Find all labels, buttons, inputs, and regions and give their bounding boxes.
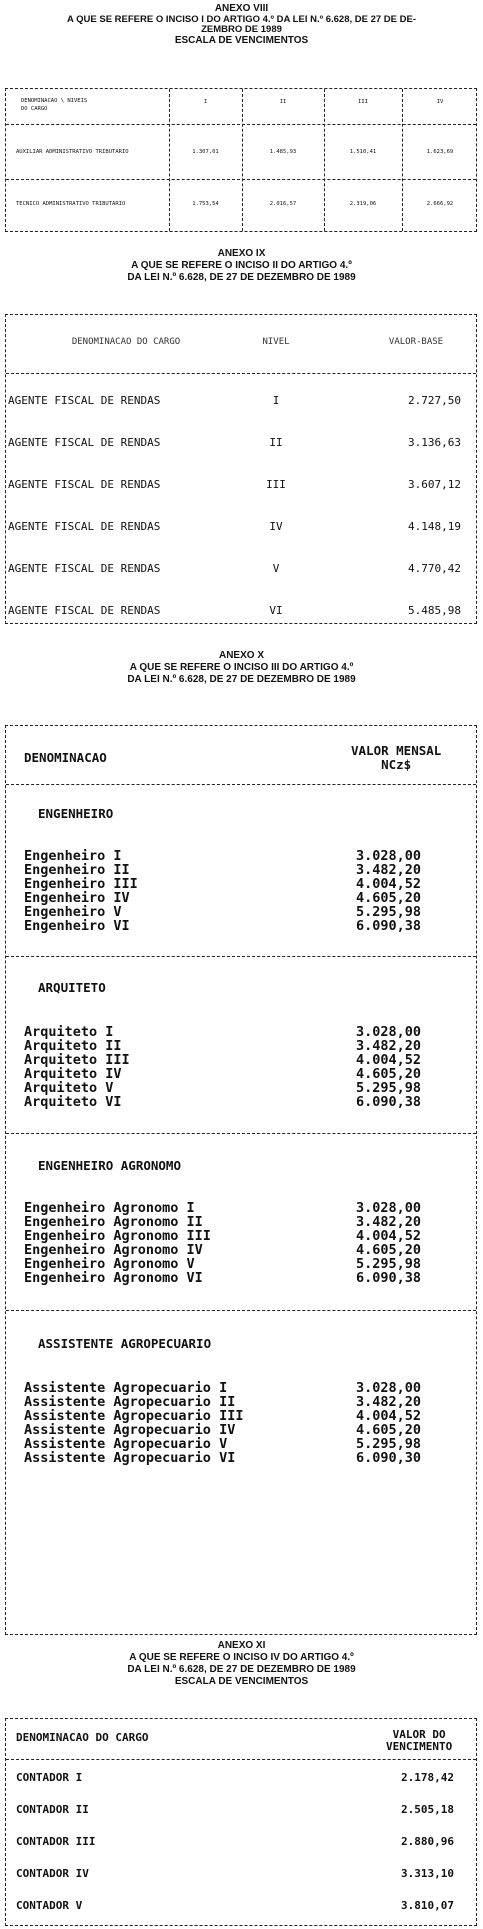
anexo-x-item-cargo: Engenheiro III — [24, 876, 138, 892]
anexo-x-item-valor: 4.605,20 — [356, 1422, 422, 1438]
anexo-ix-header-cargo: DENOMINACAO DO CARGO — [71, 337, 181, 347]
anexo-x-item-cargo: Assistente Agropecuario I — [24, 1380, 228, 1396]
anexo-x-item-valor: 4.004,52 — [356, 1408, 422, 1424]
anexo-x-item-valor: 6.090,38 — [356, 1270, 422, 1286]
anexo-ix-row-nivel: V — [272, 562, 280, 575]
anexo-viii-title: ANEXO VIII — [214, 3, 269, 14]
anexo-ix-header-valor: VALOR-BASE — [388, 337, 444, 347]
anexo-xi-row-cargo: CONTADOR IV — [16, 1867, 89, 1880]
anexo-x-header-denominacao: DENOMINACAO — [24, 750, 107, 765]
anexo-x-item-valor: 5.295,98 — [356, 904, 422, 920]
anexo-x-item-valor: 5.295,98 — [356, 1080, 422, 1096]
anexo-x-item-cargo: Assistente Agropecuario IV — [24, 1422, 236, 1438]
anexo-ix-row-valor: 2.727,50 — [408, 394, 461, 407]
anexo-x-item-cargo: Arquiteto II — [24, 1038, 122, 1054]
anexo-x-item-cargo: Arquiteto I — [24, 1024, 114, 1040]
anexo-x-item-cargo: Engenheiro I — [24, 848, 122, 864]
anexo-ix-row-cargo: AGENTE FISCAL DE RENDAS — [8, 520, 161, 533]
anexo-x-item-valor: 4.605,20 — [356, 1066, 422, 1082]
anexo-x-item-cargo: Engenheiro Agronomo VI — [24, 1270, 203, 1286]
anexo-x-item-cargo: Arquiteto V — [24, 1080, 114, 1096]
anexo-x-item-cargo: Arquiteto VI — [24, 1094, 122, 1110]
anexo-x-item-cargo: Engenheiro Agronomo II — [24, 1214, 203, 1230]
anexo-x-item-valor: 3.028,00 — [356, 1200, 422, 1216]
anexo-xi-row-valor: 2.178,42 — [401, 1771, 454, 1784]
anexo-xi-row-valor: 3.810,07 — [401, 1899, 454, 1912]
anexo-x-item-cargo: Engenheiro IV — [24, 890, 130, 906]
anexo-viii-caption: ESCALA DE VENCIMENTOS — [174, 35, 309, 46]
anexo-viii-row-value: 1.510,41 — [349, 149, 377, 155]
anexo-x-item-valor: 4.004,52 — [356, 1228, 422, 1244]
anexo-xi-row-cargo: CONTADOR V — [16, 1899, 83, 1912]
anexo-ix-row-nivel: IV — [269, 520, 283, 533]
anexo-viii-level-header: I — [203, 99, 208, 105]
anexo-viii-row-value: 2.666,92 — [426, 201, 454, 207]
anexo-viii-row-value: 1.623,69 — [426, 149, 454, 155]
anexo-xi-row-cargo: CONTADOR III — [16, 1835, 96, 1848]
anexo-xi-row-cargo: CONTADOR II — [16, 1803, 89, 1816]
anexo-x-item-cargo: Assistente Agropecuario II — [24, 1394, 236, 1410]
anexo-ix-table — [5, 314, 477, 624]
anexo-xi-header-cargo: DENOMINACAO DO CARGO — [16, 1731, 149, 1744]
anexo-viii-row-cargo: TECNICO ADMINISTRATIVO TRIBUTARIO — [16, 201, 126, 207]
anexo-x-item-cargo: Engenheiro Agronomo IV — [24, 1242, 203, 1258]
anexo-viii-header-cargo: DENOMINACAO \ NIVEIS DO CARGO — [21, 98, 88, 112]
anexo-x-item-valor: 6.090,38 — [356, 918, 422, 934]
anexo-ix-row-nivel: VI — [269, 604, 283, 617]
anexo-viii-row-value: 1.307,01 — [192, 149, 219, 155]
anexo-x-item-cargo: Assistente Agropecuario VI — [24, 1450, 236, 1466]
anexo-x-item-valor: 3.028,00 — [356, 1380, 422, 1396]
anexo-ix-row-cargo: AGENTE FISCAL DE RENDAS — [8, 436, 161, 449]
anexo-x-item-valor: 5.295,98 — [356, 1436, 422, 1452]
anexo-ix-subtitle: A QUE SE REFERE O INCISO II DO ARTIGO 4.º DA LEI N.º 6.628, DE 27 DE DEZEMBRO DE 1989 — [127, 260, 356, 283]
anexo-x-item-cargo: Engenheiro II — [24, 862, 130, 878]
anexo-x-item-valor: 4.605,20 — [356, 890, 422, 906]
anexo-ix-row-valor: 4.770,42 — [408, 562, 461, 575]
anexo-x-group-title: ASSISTENTE AGROPECUARIO — [38, 1336, 212, 1351]
anexo-x-item-valor: 3.482,20 — [356, 1214, 422, 1230]
anexo-viii-row-value: 2.016,57 — [269, 201, 297, 207]
anexo-viii-level-header: II — [279, 99, 287, 105]
anexo-x-item-valor: 4.004,52 — [356, 1052, 422, 1068]
anexo-x-item-cargo: Engenheiro V — [24, 904, 122, 920]
anexo-x-item-valor: 5.295,98 — [356, 1256, 422, 1272]
anexo-ix-row-cargo: AGENTE FISCAL DE RENDAS — [8, 562, 161, 575]
anexo-xi-row-valor: 2.880,96 — [401, 1835, 454, 1848]
anexo-xi-row-valor: 2.505,18 — [401, 1803, 454, 1816]
anexo-x-item-cargo: Engenheiro Agronomo V — [24, 1256, 195, 1272]
anexo-viii-row-value: 2.319,06 — [349, 201, 377, 207]
anexo-ix-row-valor: 5.485,98 — [408, 604, 461, 617]
anexo-ix-row-nivel: III — [266, 478, 286, 491]
anexo-x-item-valor: 3.482,20 — [356, 862, 422, 878]
anexo-x-item-valor: 3.482,20 — [356, 1394, 422, 1410]
anexo-xi-table — [5, 1718, 477, 1926]
anexo-ix-title: ANEXO IX — [217, 248, 266, 259]
anexo-x-item-valor: 3.482,20 — [356, 1038, 422, 1054]
anexo-ix-row-valor: 3.136,63 — [408, 436, 461, 449]
anexo-xi-title: ANEXO XI — [217, 1640, 266, 1651]
anexo-ix-row-valor: 4.148,19 — [408, 520, 461, 533]
anexo-x-item-cargo: Assistente Agropecuario V — [24, 1436, 228, 1452]
anexo-x-table — [5, 725, 477, 1635]
anexo-viii-row-value: 1.753,54 — [192, 201, 219, 207]
anexo-ix-header-nivel: NIVEL — [262, 337, 290, 347]
anexo-ix-row-nivel: I — [272, 394, 280, 407]
anexo-xi-row-cargo: CONTADOR I — [16, 1771, 83, 1784]
anexo-x-title: ANEXO X — [218, 650, 264, 661]
anexo-x-item-valor: 3.028,00 — [356, 1024, 422, 1040]
anexo-x-item-valor: 4.605,20 — [356, 1242, 422, 1258]
anexo-viii-row-cargo: AUXILIAR ADMINISTRATIVO TRIBUTARIO — [16, 149, 129, 155]
anexo-xi-row-valor: 3.313,10 — [401, 1867, 454, 1880]
anexo-x-item-cargo: Arquiteto IV — [24, 1066, 122, 1082]
anexo-ix-row-cargo: AGENTE FISCAL DE RENDAS — [8, 478, 161, 491]
anexo-ix-row-nivel: II — [269, 436, 283, 449]
anexo-viii-level-header: IV — [436, 99, 444, 105]
anexo-viii-subtitle: A QUE SE REFERE O INCISO I DO ARTIGO 4.º DA LEI N.º 6.628, DE 27 DE DE- ZEMBRO DE 1989 — [66, 14, 416, 35]
anexo-ix-row-cargo: AGENTE FISCAL DE RENDAS — [8, 394, 161, 407]
anexo-xi-caption: ESCALA DE VENCIMENTOS — [174, 1676, 309, 1687]
anexo-x-group-title: ENGENHEIRO AGRONOMO — [38, 1158, 181, 1173]
anexo-viii-heading — [0, 3, 483, 47]
anexo-xi-heading — [0, 1640, 483, 1688]
anexo-viii-table — [5, 88, 477, 232]
anexo-x-group-title: ENGENHEIRO — [38, 806, 114, 821]
anexo-x-subtitle: A QUE SE REFERE O INCISO III DO ARTIGO 4.º DA LEI N.º 6.628, DE 27 DE DEZEMBRO DE 1989 — [127, 662, 356, 685]
anexo-x-item-cargo: Assistente Agropecuario III — [24, 1408, 244, 1424]
anexo-viii-row-value: 1.485,93 — [269, 149, 297, 155]
anexo-x-header-valor: VALOR MENSAL NCz$ — [351, 743, 442, 772]
anexo-ix-heading — [0, 248, 483, 284]
anexo-ix-row-valor: 3.607,12 — [408, 478, 461, 491]
anexo-x-item-valor: 6.090,30 — [356, 1450, 422, 1466]
anexo-x-item-cargo: Engenheiro VI — [24, 918, 130, 934]
anexo-x-item-cargo: Engenheiro Agronomo I — [24, 1200, 195, 1216]
anexo-x-item-valor: 4.004,52 — [356, 876, 422, 892]
anexo-viii-level-header: III — [358, 99, 368, 105]
anexo-ix-row-cargo: AGENTE FISCAL DE RENDAS — [8, 604, 161, 617]
anexo-x-item-cargo: Arquiteto III — [24, 1052, 130, 1068]
anexo-xi-subtitle: A QUE SE REFERE O INCISO IV DO ARTIGO 4.º DA LEI N.º 6.628, DE 27 DE DEZEMBRO DE 1989 — [127, 1652, 356, 1675]
anexo-x-item-valor: 3.028,00 — [356, 848, 422, 864]
anexo-x-group-title: ARQUITETO — [38, 980, 106, 995]
anexo-xi-header-valor: VALOR DO VENCIMENTO — [386, 1728, 453, 1753]
anexo-x-heading — [0, 650, 483, 686]
anexo-x-item-valor: 6.090,38 — [356, 1094, 422, 1110]
anexo-x-item-cargo: Engenheiro Agronomo III — [24, 1228, 211, 1244]
